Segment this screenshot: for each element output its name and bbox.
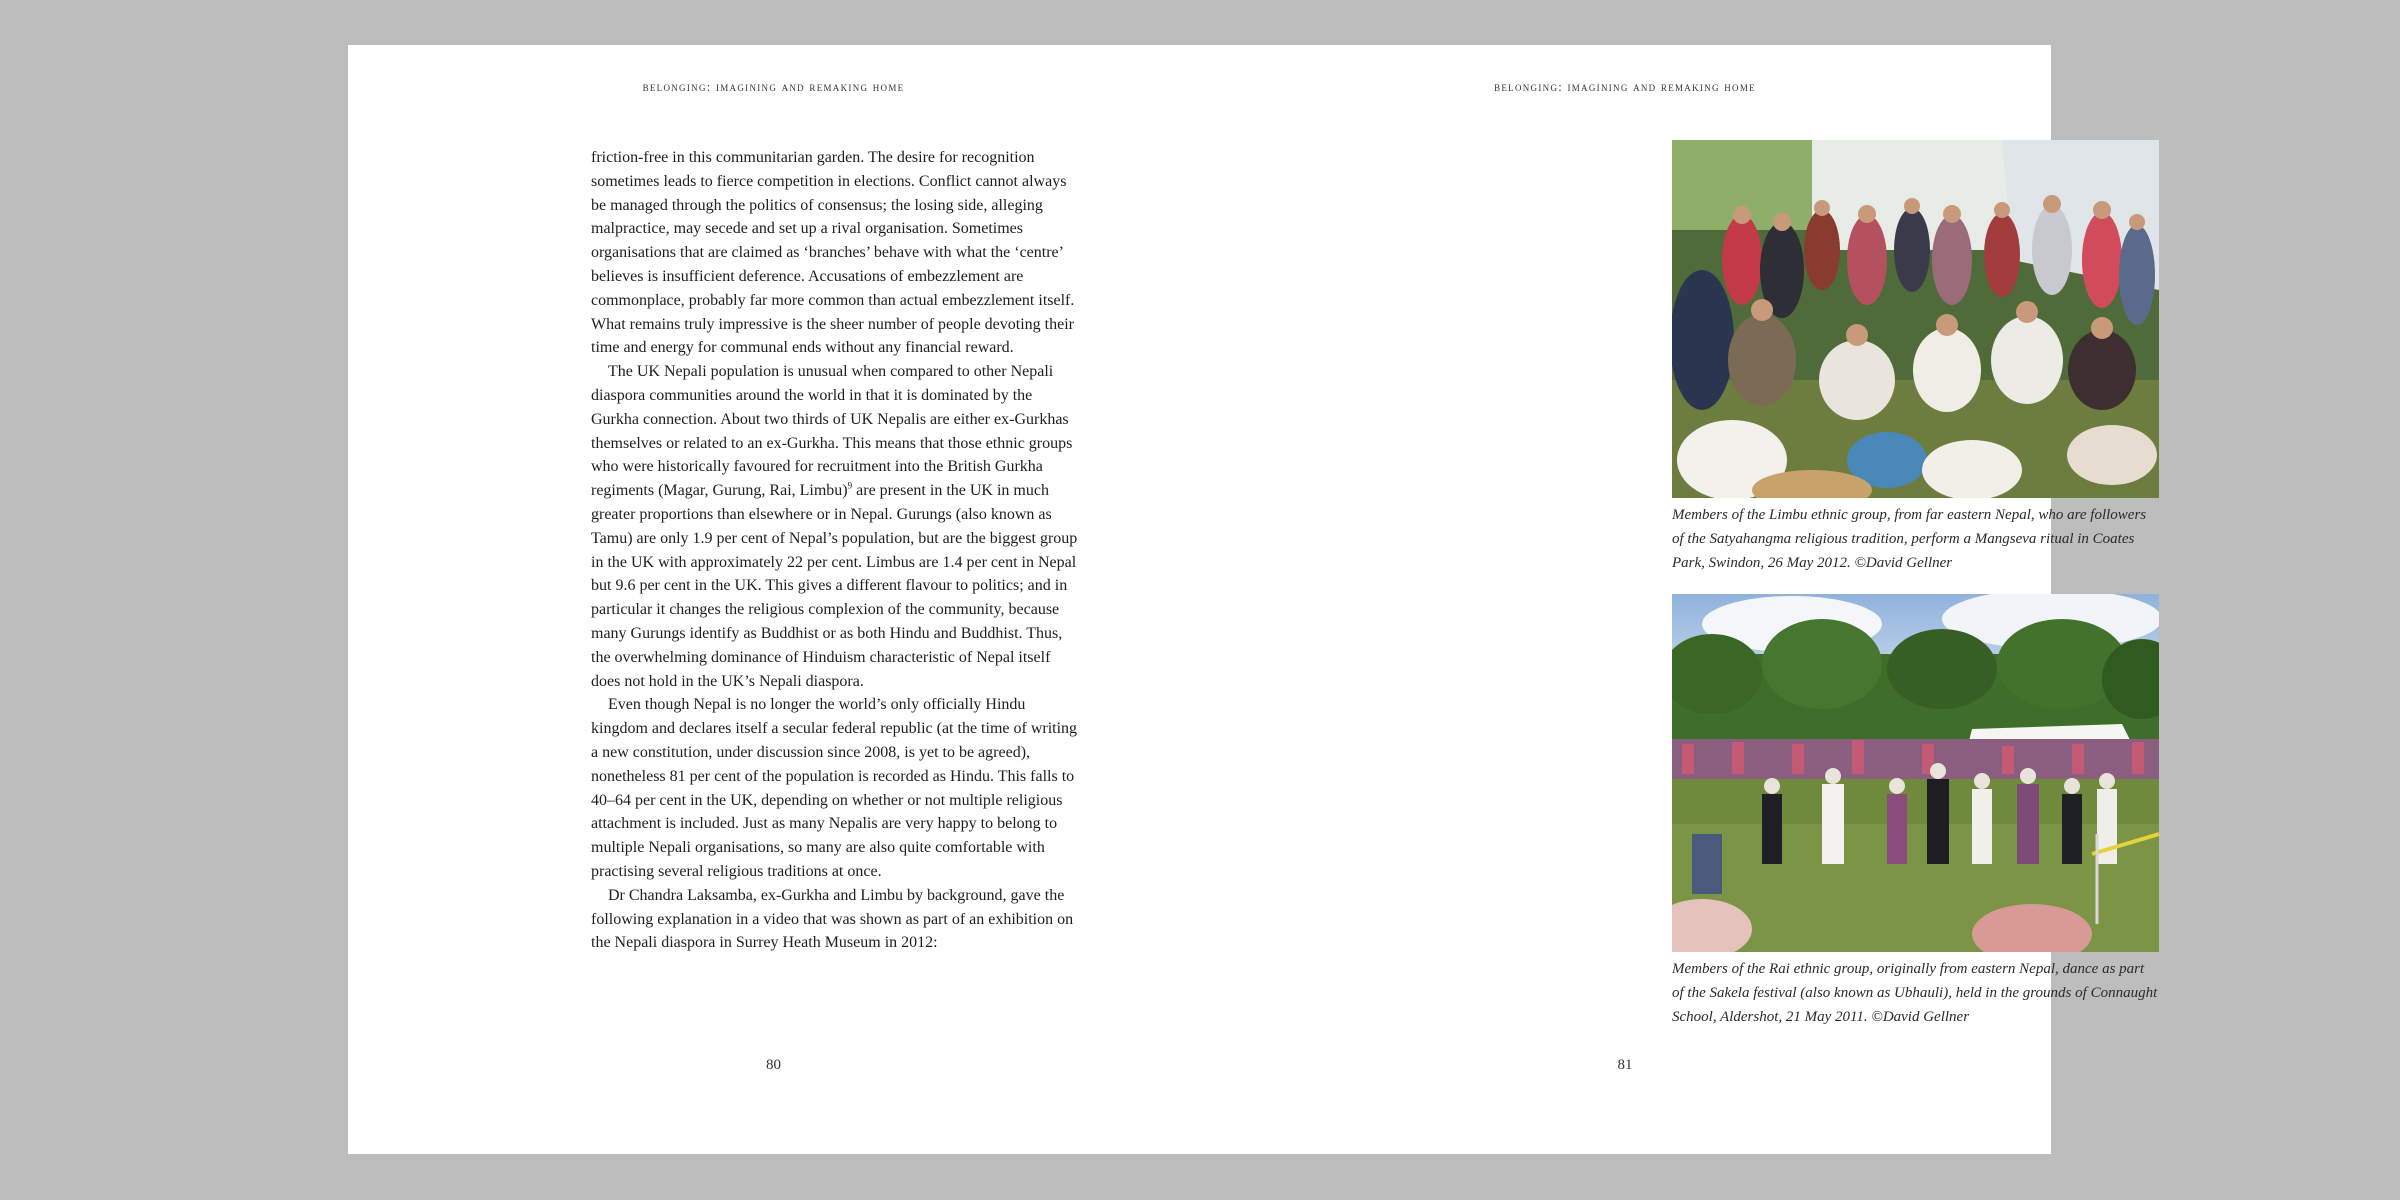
figure-caption: Members of the Rai ethnic group, originally from eastern Nepal, dance as part of the Sakela festival (also known as Ubhauli), held in the grounds of Connaught School, Aldershot, 21 May 2011. ©David Gellner: [1672, 961, 2158, 1025]
left-page: [348, 45, 1199, 1154]
page-number-right: 81: [1617, 1057, 1633, 1073]
paragraph: [591, 360, 1081, 693]
photo-limbu-ritual: [1672, 140, 2159, 498]
page-number-left: 80: [766, 1057, 781, 1073]
photo-rai-sakela-dance: [1672, 594, 2159, 952]
running-head-right: belonging: imagining and remaking home: [1494, 80, 1756, 94]
running-head-left: belonging: imagining and remaking home: [642, 80, 905, 94]
right-page: [1199, 45, 2158, 1154]
paragraph: Even though Nepal is no longer the world’s only officially Hindu kingdom and declares itself a secular federal republic (at the time of writing a new constitution, under discussion since 2008, is yet to be agreed), nonetheless 81 per cent of the population is recorded as Hindu. This falls to 40–64 per cent in the UK, depending on whether or not multiple religious attachment is included. Just as many Nepalis are very happy to belong to multiple Nepali organisations, so many are also quite comfortable with practising several religious traditions at once.: [591, 696, 1078, 880]
figure-limbu-ritual: [1672, 140, 2159, 575]
paragraph: friction-free in this communitarian garden. The desire for recognition sometimes leads to fierce competition in elections. Conflict cannot always be managed through the politics of consensus; the losing side, alleging malpractice, may secede and set up a rival organisation. Sometimes organisations that are claimed as ‘branches’ behave with what the ‘centre’ believes is insufficient deference. Accusations of embezzlement are commonplace, probably far more common than actual embezzlement itself. What remains truly impressive is the sheer number of people devoting their time and energy for communal ends without any financial reward.: [591, 149, 1075, 357]
paragraph: Dr Chandra Laksamba, ex-Gurkha and Limbu by background, gave the following explanation in a video that was shown as part of an exhibition on the Nepali diaspora in Surrey Heath Museum in 2012:: [591, 886, 1074, 952]
footnote-marker[interactable]: 9: [847, 480, 853, 491]
figure-rai-sakela-dance: [1672, 594, 2159, 1029]
figure-caption: Members of the Limbu ethnic group, from far eastern Nepal, who are followers of the Satyahangma religious tradition, perform a Mangseva ritual in Coates Park, Swindon, 26 May 2012. ©David Gellner: [1672, 507, 2147, 571]
body-text: [591, 146, 1081, 955]
book-spread: [348, 45, 2158, 1154]
paragraph-text: The UK Nepali population is unusual when compared to other Nepali diaspora communities around the world in that it is dominated by the Gurkha connection. About two thirds of UK Nepalis are either ex-Gurkhas themselves or related to an ex-Gurkha. This means that those ethnic groups who were historically favoured for recruitment into the British Gurkha regiments (Magar, Gurung, Rai, Limbu): [591, 363, 1073, 500]
paragraph-text: are present in the UK in much greater proportions than elsewhere or in Nepal. Gurungs (also known as Tamu) are only 1.9 per cent of Nepal’s population, but are the biggest group in the UK with approximately 22 per cent. Limbus are 1.4 per cent in Nepal but 9.6 per cent in the UK. This gives a different flavour to politics; and in particular it changes the religious complexion of the community, because many Gurungs identify as Buddhist or as both Hindu and Buddhist. Thus, the overwhelming dominance of Hinduism characteristic of Nepal itself does not hold in the UK’s Nepali diaspora.: [591, 482, 1078, 690]
